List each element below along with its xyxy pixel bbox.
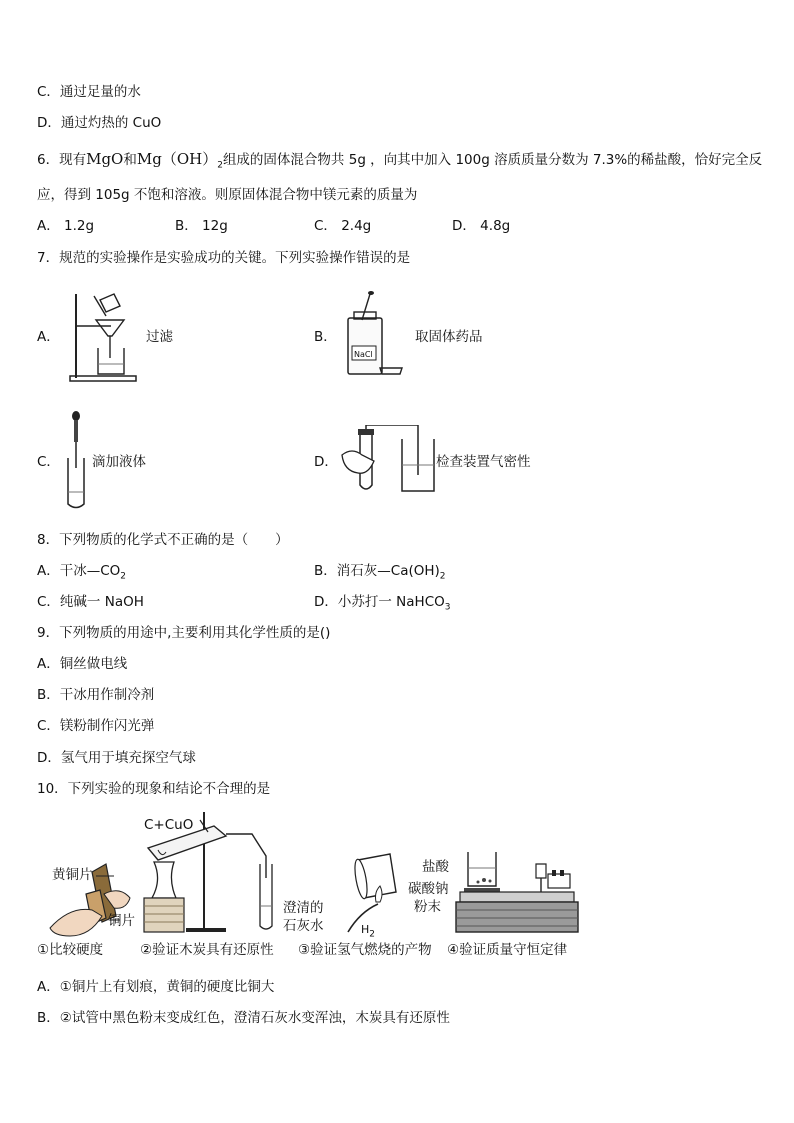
filtration-figure: [66, 290, 146, 385]
q6-sub2: 2: [217, 160, 223, 171]
q10-option-a: A．①铜片上有划痕，黄铜的硬度比铜大: [37, 979, 275, 995]
q7-option-b-letter: B．: [314, 329, 337, 345]
q6-option-d: D． 4.8g: [452, 218, 511, 234]
fig-caption-1: ①比较硬度: [37, 942, 104, 958]
carbonate-label-2: 粉末: [414, 899, 441, 915]
bottle-label: NaCl: [354, 350, 373, 359]
carbonate-label-1: 碳酸钠: [408, 881, 449, 897]
reagent-bottle-figure: [342, 290, 414, 380]
limewater-label-1: 澄清的: [283, 900, 324, 916]
q7-option-b-caption: 取固体药品: [415, 329, 483, 345]
q6-mgo: MgO: [86, 150, 124, 168]
q6-and: 和: [123, 152, 137, 168]
q9-option-c: C．镁粉制作闪光弹: [37, 718, 155, 734]
mass-conservation-figure: [454, 848, 580, 936]
q6-option-b: B． 12g: [175, 218, 228, 234]
q8-option-a-text: A．干冰—CO: [37, 563, 121, 579]
q10-option-b: B．②试管中黑色粉末变成红色，澄清石灰水变浑浊，木炭具有还原性: [37, 1010, 450, 1026]
c-cuo-label: C+CuO: [144, 817, 194, 833]
q8-option-b-text: B．消石灰—Ca(OH): [314, 563, 440, 579]
fig-caption-2: ②验证木炭具有还原性: [140, 942, 274, 958]
q6-prefix: 6．现有: [37, 152, 87, 168]
q8-option-c: C．纯碱一 NaOH: [37, 594, 144, 610]
q7-option-d-caption: 检查装置气密性: [436, 454, 531, 470]
q7-option-c-letter: C．: [37, 454, 60, 470]
q8-stem: 8．下列物质的化学式不正确的是（ ）: [37, 532, 289, 548]
q7-option-a-caption: 过滤: [146, 329, 173, 345]
fig-caption-3: ③验证氢气燃烧的产物: [298, 942, 432, 958]
airtightness-figure: [338, 425, 438, 497]
brass-label: 黄铜片: [52, 867, 93, 883]
q9-stem: 9．下列物质的用途中,主要利用其化学性质的是(): [37, 625, 331, 641]
q8-option-d: [314, 593, 451, 617]
q8-option-d-sub: 3: [444, 602, 451, 613]
fig-caption-4: ④验证质量守恒定律: [447, 942, 568, 958]
q6-stem-line2: 应，得到 105g 不饱和溶液。则原固体混合物中镁元素的质量为: [37, 187, 418, 203]
q8-option-b-sub: 2: [439, 571, 446, 582]
q9-option-a: A．铜丝做电线: [37, 656, 128, 672]
q7-option-a-letter: A．: [37, 329, 60, 345]
q8-option-d-text: D．小苏打一 NaHCO: [314, 594, 445, 610]
q7-option-c-caption: 滴加液体: [92, 454, 146, 470]
h2-label-text: H: [361, 923, 370, 936]
q6-text1: 组成的固体混合物共 5g ，向其中加入 100g 溶质质量分数为 7.3%的稀盐酸，恰好完全反: [222, 152, 763, 168]
dropper-figure: [64, 410, 88, 512]
q7-option-d-letter: D．: [314, 454, 338, 470]
q6-option-a: A． 1.2g: [37, 218, 95, 234]
q6-stem-line1: [37, 150, 762, 175]
q8-option-b: [314, 562, 446, 586]
q6-option-c: C． 2.4g: [314, 218, 372, 234]
q9-option-d: D．氢气用于填充探空气球: [37, 750, 196, 766]
q6-mgoh: Mg（OH）: [136, 150, 218, 168]
copper-label: 铜片: [108, 913, 135, 929]
q5-option-d: D．通过灼热的 CuO: [37, 115, 162, 131]
q5-option-c: C．通过足量的水: [37, 84, 141, 100]
limewater-label-2: 石灰水: [283, 918, 324, 934]
q8-option-a: [37, 562, 126, 586]
q9-option-b: B．干冰用作制冷剂: [37, 687, 155, 703]
q7-stem: 7．规范的实验操作是实验成功的关键。下列实验操作错误的是: [37, 250, 411, 266]
acid-label: 盐酸: [422, 859, 449, 875]
q10-stem: 10．下列实验的现象和结论不合理的是: [37, 781, 271, 797]
q8-option-a-sub: 2: [120, 571, 127, 582]
h2-label-sub: 2: [369, 929, 376, 940]
